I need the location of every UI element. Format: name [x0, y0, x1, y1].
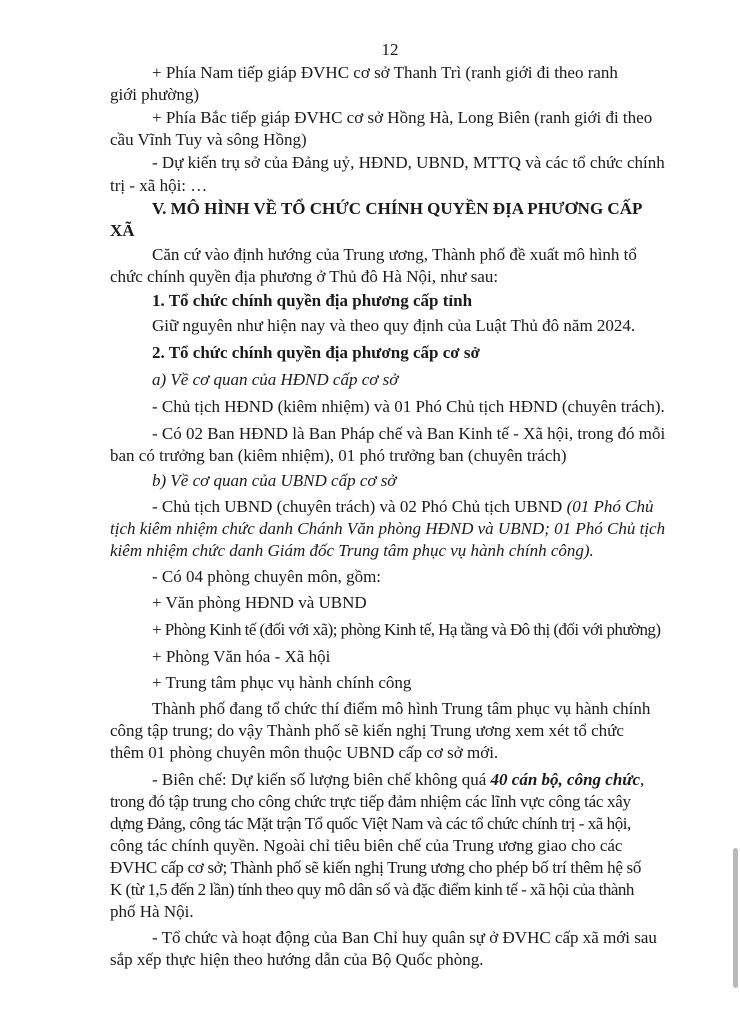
- text-span: ,: [640, 770, 645, 789]
- section-heading: V. MÔ HÌNH VỀ TỔ CHỨC CHÍNH QUYỀN ĐỊA PHƯƠNG CẤP: [152, 199, 643, 218]
- text-line: kiêm nhiệm chức danh Giám đốc Trung tâm phục vụ hành chính công).: [110, 541, 594, 560]
- text-line: [152, 770, 644, 790]
- italic-span: (01 Phó Chủ: [566, 497, 654, 516]
- text-line: + Phía Bắc tiếp giáp ĐVHC cơ sở Hồng Hà, Long Biên (ranh giới đi theo: [152, 108, 653, 127]
- text-span: - Biên chế: Dự kiến số lượng biên chế không quá: [152, 770, 491, 789]
- text-line: tịch kiêm nhiệm chức danh Chánh Văn phòng HĐND và UBND; 01 Phó Chủ tịch: [110, 519, 666, 538]
- list-item: + Văn phòng HĐND và UBND: [152, 593, 367, 612]
- text-line: công tập trung; do vậy Thành phố sẽ kiến nghị Trung ương xem xét tổ chức: [110, 721, 624, 740]
- text-line: trị - xã hội: …: [110, 176, 208, 195]
- text-line: chức chính quyền địa phương ở Thủ đô Hà Nội, như sau:: [110, 267, 499, 286]
- scrollbar[interactable]: [733, 848, 738, 988]
- text-line: cầu Vĩnh Tuy và sông Hồng): [110, 130, 307, 149]
- text-span: - Chủ tịch UBND (chuyên trách) và 02 Phó Chủ tịch UBND: [152, 497, 567, 516]
- text-line: K (từ 1,5 đến 2 lần) tính theo quy mô dân số và đặc điểm kinh tế - xã hội của thành: [110, 880, 634, 899]
- text-line: - Tổ chức và hoạt động của Ban Chỉ huy quân sự ở ĐVHC cấp xã mới sau: [152, 928, 657, 947]
- text-line: ban có trưởng ban (kiêm nhiệm), 01 phó trưởng ban (chuyên trách): [110, 446, 567, 465]
- text-line: + Phía Nam tiếp giáp ĐVHC cơ sở Thanh Trì (ranh giới đi theo ranh: [152, 63, 618, 82]
- list-item: + Trung tâm phục vụ hành chính công: [152, 673, 412, 692]
- page-number: 12: [381, 40, 399, 59]
- text-line: giới phường): [110, 85, 200, 104]
- text-line: Căn cứ vào định hướng của Trung ương, Thành phố đề xuất mô hình tổ: [152, 245, 637, 264]
- section-heading: XÃ: [110, 221, 135, 240]
- text-line: thêm 01 phòng chuyên môn thuộc UBND cấp cơ sở mới.: [110, 743, 499, 762]
- text-line: - Dự kiến trụ sở của Đảng uỷ, HĐND, UBND, MTTQ và các tổ chức chính: [152, 153, 665, 172]
- text-line: trong đó tập trung cho công chức trực tiếp đảm nhiệm các lĩnh vực công tác xây: [110, 792, 631, 811]
- text-line: - Có 04 phòng chuyên môn, gồm:: [152, 567, 382, 586]
- text-line: sắp xếp thực hiện theo hướng dẫn của Bộ Quốc phòng.: [110, 950, 484, 969]
- text-line: - Có 02 Ban HĐND là Ban Pháp chế và Ban Kinh tế - Xã hội, trong đó mỗi: [152, 424, 666, 443]
- list-item: + Phòng Văn hóa - Xã hội: [152, 647, 331, 666]
- emphasis-span: 40 cán bộ, công chức: [490, 770, 641, 789]
- subsection-title: b) Về cơ quan của UBND cấp cơ sở: [152, 471, 397, 490]
- text-line: Giữ nguyên như hiện nay và theo quy định của Luật Thủ đô năm 2024.: [152, 316, 636, 335]
- text-line: Thành phố đang tổ chức thí điểm mô hình Trung tâm phục vụ hành chính: [152, 699, 651, 718]
- text-line: - Chủ tịch HĐND (kiêm nhiệm) và 01 Phó Chủ tịch HĐND (chuyên trách).: [152, 397, 665, 416]
- text-line: ĐVHC cấp cơ sở; Thành phố sẽ kiến nghị Trung ương cho phép bố trí thêm hệ số: [110, 858, 642, 877]
- text-line: [152, 497, 653, 517]
- subsection-heading: 2. Tổ chức chính quyền địa phương cấp cơ sở: [152, 343, 480, 362]
- text-line: công tác chính quyền. Ngoài chỉ tiêu biên chế của Trung ương giao cho các: [110, 836, 623, 855]
- subsection-heading: 1. Tổ chức chính quyền địa phương cấp tỉnh: [152, 291, 473, 310]
- subsection-title: a) Về cơ quan của HĐND cấp cơ sở: [152, 370, 399, 389]
- text-line: dựng Đảng, công tác Mặt trận Tổ quốc Việt Nam và các tổ chức chính trị - xã hội,: [110, 814, 631, 833]
- list-item: + Phòng Kinh tế (đối với xã); phòng Kinh tế, Hạ tầng và Đô thị (đối với phường): [152, 620, 661, 639]
- text-line: phố Hà Nội.: [110, 902, 194, 921]
